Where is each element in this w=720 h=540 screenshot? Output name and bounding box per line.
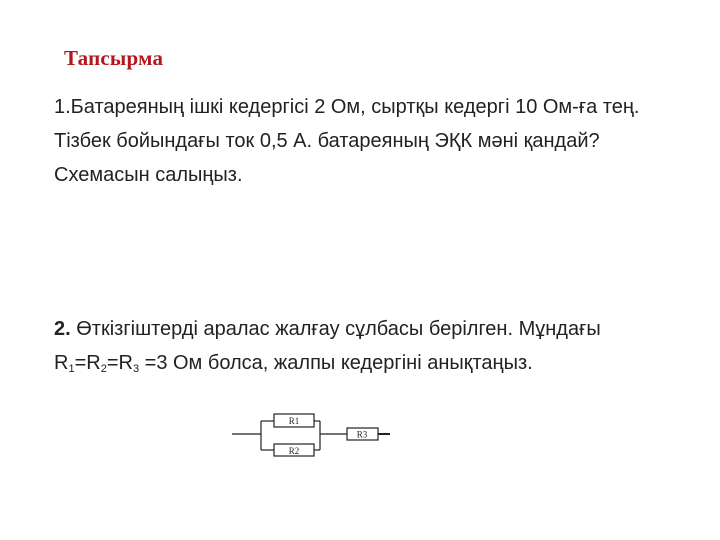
task-2-number: 2. bbox=[54, 318, 71, 340]
resistor-r2-label: R2 bbox=[288, 446, 300, 456]
task-2-text bbox=[54, 312, 684, 380]
resistor-r1-label: R1 bbox=[288, 416, 300, 426]
task-2-text-after: =3 Ом болса, жалпы кедергіні анықтаңыз. bbox=[139, 352, 533, 374]
resistor-r3-label: R3 bbox=[356, 429, 368, 440]
slide-title: Тапсырма bbox=[64, 46, 164, 70]
task-2-eq1: =R bbox=[74, 352, 101, 374]
task-2-eq2: =R bbox=[106, 352, 133, 374]
circuit-diagram bbox=[230, 408, 394, 464]
r2-subscript: 2 bbox=[100, 363, 107, 375]
task-1-text: 1.Батареяның ішкі кедергісі 2 Ом, сыртқы кедергі 10 Ом-ға тең. Тізбек бойындағы ток 0,5 А. батареяның ЭҚК мәні қандай? Схемасын салыңыз. bbox=[54, 96, 640, 186]
r3-subscript: 3 bbox=[132, 363, 140, 375]
r1-subscript: 1 bbox=[68, 363, 75, 375]
task-2-text-before: Өткізгіштерді аралас жалғау сұлбасы берілген. Мұндағы R bbox=[54, 318, 601, 374]
